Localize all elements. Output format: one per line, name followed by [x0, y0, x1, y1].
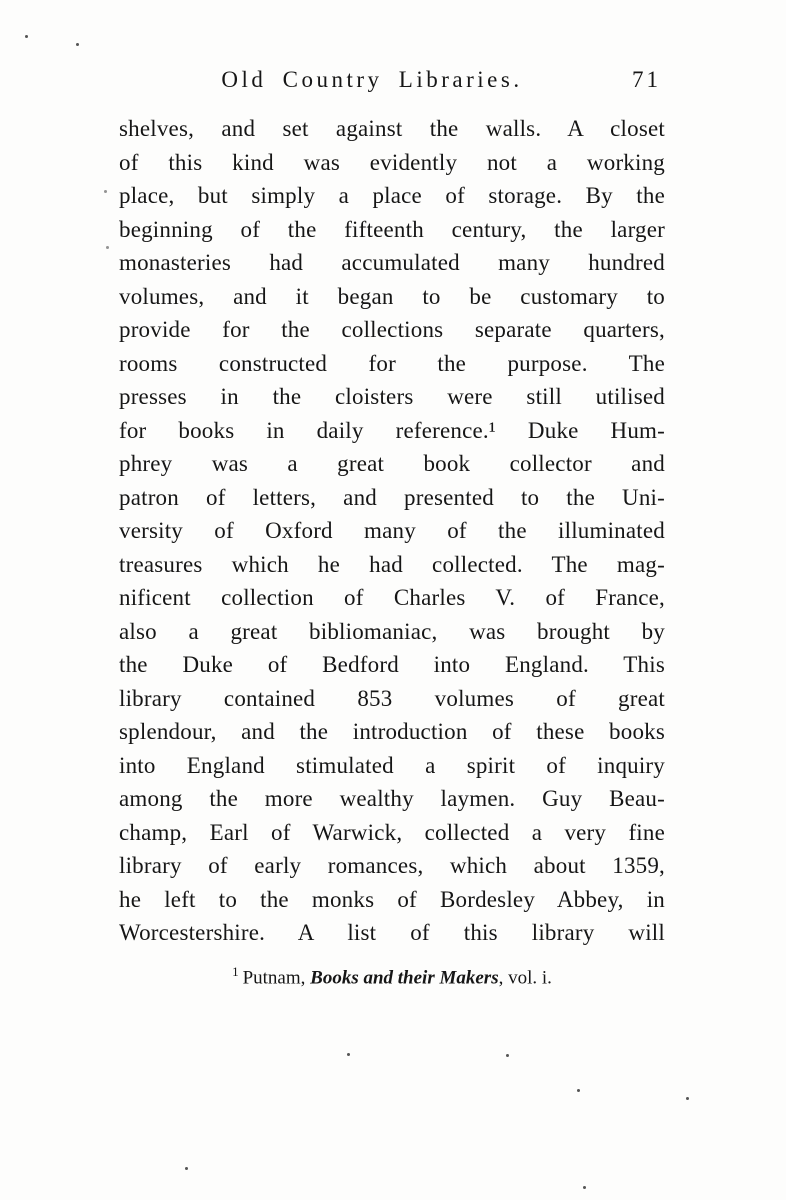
body-line: library contained 853 volumes of great	[119, 685, 665, 711]
scan-speck	[347, 1053, 350, 1056]
body-line: among the more wealthy laymen. Guy Beau-	[119, 786, 665, 811]
scan-speck	[25, 35, 28, 38]
text-column	[119, 62, 665, 991]
scan-speck	[106, 246, 109, 249]
running-header	[119, 62, 665, 98]
body-line: he left to the monks of Bordesley Abbey, in	[119, 886, 665, 912]
body-line: phrey was a great book collector and	[119, 451, 665, 476]
body-line: presses in the cloisters were still utilised	[119, 384, 665, 409]
body-line: the Duke of Bedford into England. This	[119, 652, 665, 677]
body-line: shelves, and set against the walls. A closet	[119, 116, 665, 141]
scan-speck	[583, 1186, 586, 1189]
body-line: monasteries had accumulated many hundred	[119, 250, 665, 275]
body-line: rooms constructed for the purpose. The	[119, 350, 665, 376]
body-line: into England stimulated a spirit of inquiry	[119, 752, 665, 778]
body-line: volumes, and it began to be customary to	[119, 283, 665, 309]
page-number: 71	[632, 67, 661, 92]
footnote-suffix: , vol. i.	[498, 966, 552, 988]
body-text	[119, 112, 665, 950]
scan-speck	[506, 1054, 509, 1057]
scan-speck	[185, 1167, 188, 1170]
body-line: splendour, and the introduction of these books	[119, 719, 665, 744]
body-line: library of early romances, which about 1359,	[119, 853, 665, 878]
body-line: also a great bibliomaniac, was brought by	[119, 618, 665, 644]
footnote-book-title: Books and their Makers	[310, 966, 499, 988]
body-line: Worcestershire. A list of this library will	[119, 920, 665, 945]
scan-speck	[104, 190, 107, 193]
body-line: beginning of the fifteenth century, the larger	[119, 216, 665, 242]
scan-speck	[76, 43, 79, 46]
body-line: treasures which he had collected. The mag-	[119, 551, 665, 577]
body-line: place, but simply a place of storage. By the	[119, 183, 665, 208]
footnote-prefix: Putnam,	[242, 966, 311, 988]
scan-speck	[577, 1089, 580, 1092]
footnote-marker: 1	[232, 963, 239, 979]
body-line: of this kind was evidently not a working	[119, 149, 665, 175]
body-line: versity of Oxford many of the illuminated	[119, 518, 665, 543]
body-line: patron of letters, and presented to the Uni-	[119, 484, 665, 510]
body-line: for books in daily reference.¹ Duke Hum-	[119, 417, 665, 443]
body-line: nificent collection of Charles V. of France,	[119, 585, 665, 610]
running-header-title: Old Country Libraries.	[221, 67, 523, 92]
body-line: champ, Earl of Warwick, collected a very fine	[119, 819, 665, 845]
footnote	[119, 959, 665, 991]
scan-speck	[686, 1097, 689, 1100]
body-line: provide for the collections separate quarters,	[119, 317, 665, 342]
